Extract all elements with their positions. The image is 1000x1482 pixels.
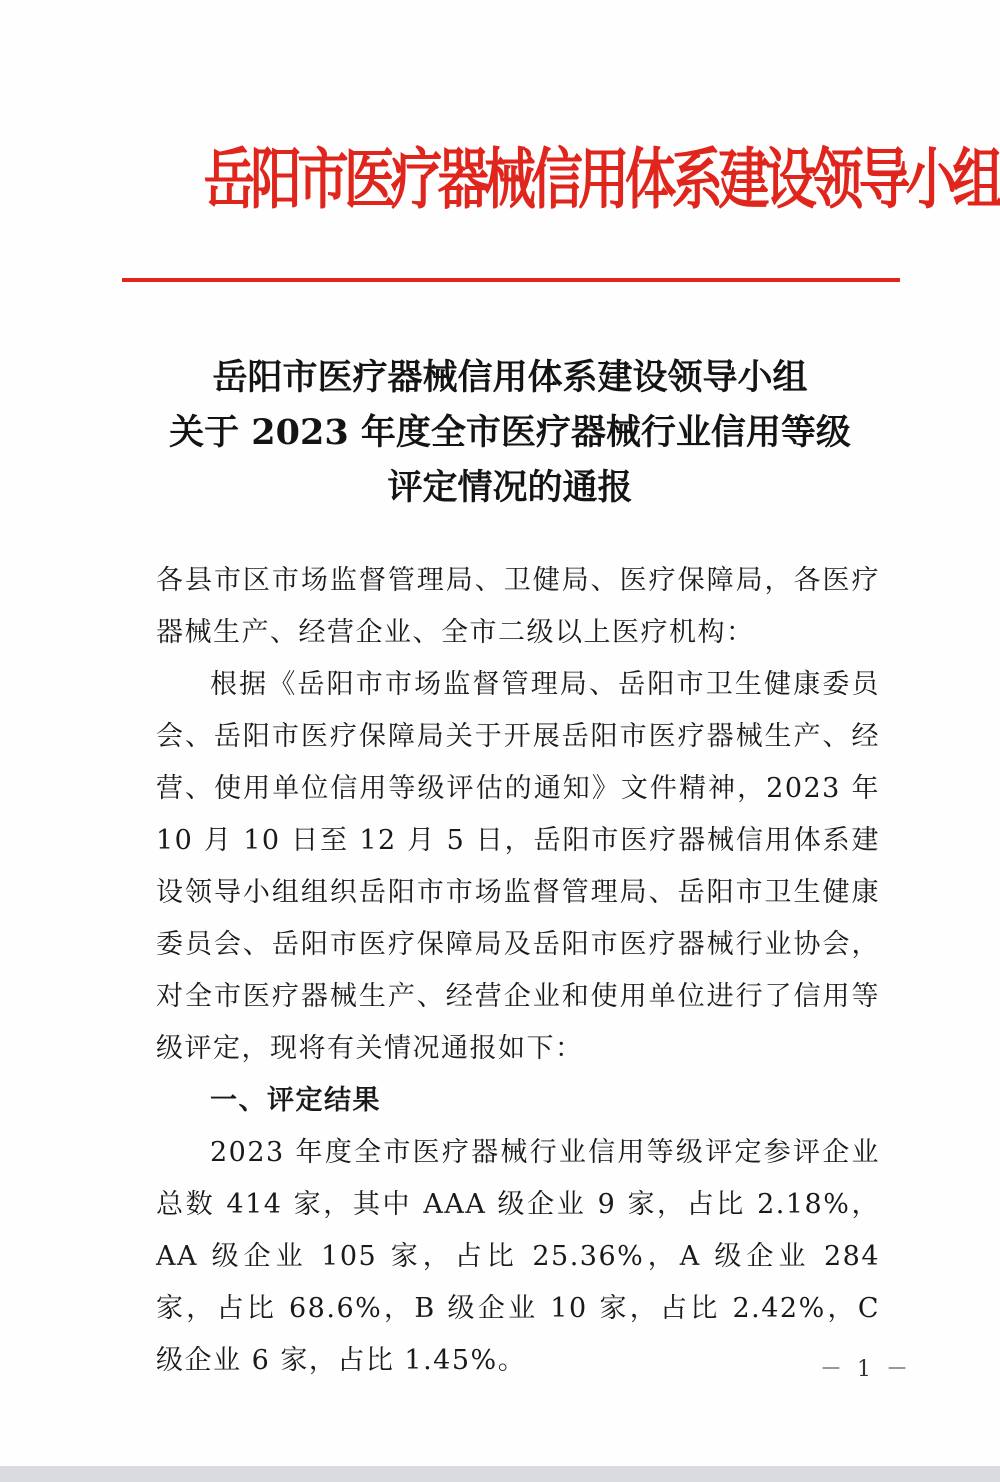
title-line-2: 关于 2023 年度全市医疗器械行业信用等级 <box>169 412 851 453</box>
letterhead-red-rule <box>122 278 900 282</box>
salutation: 各县市区市场监督管理局、卫健局、医疗保障局，各医疗器械生产、经营企业、全市二级以上医疗机构： <box>156 565 880 648</box>
page-number: － 1 － <box>820 1357 912 1382</box>
body-paragraph-1: 根据《岳阳市市场监督管理局、岳阳市卫生健康委员会、岳阳市医疗保障局关于开展岳阳市医疗器械生产、经营、使用单位信用等级评估的通知》文件精神，2023 年 10 月 10 日至 12 月 5 日，岳阳市医疗器械信用体系建设领导小组组织岳阳市市场监督管理局、岳阳市卫生健康委员会、岳阳市医疗保障局及岳阳市医疗器械行业协会，对全市医疗器械生产、经营企业和使用单位进行了信用等级评定，现将有关情况通报如下： <box>156 669 880 1064</box>
document-title <box>100 350 920 515</box>
section-heading-results: 一、评定结果 <box>210 1085 381 1116</box>
section-results-text: 2023 年度全市医疗器械行业信用等级评定参评企业总数 414 家，其中 AAA 级企业 9 家，占比 2.18%，AA 级企业 105 家，占比 25.36%，A 级企业 284 家，占比 68.6%，B 级企业 10 家，占比 2.42%，C 级企业 6 家，占比 1.45%。 <box>156 1137 880 1376</box>
title-line-3: 评定情况的通报 <box>387 467 633 508</box>
bottom-edge-strip <box>0 1466 1000 1482</box>
title-line-1: 岳阳市医疗器械信用体系建设领导小组 <box>212 357 808 398</box>
document-body <box>156 555 880 1387</box>
letterhead-org-name: 岳阳市医疗器械信用体系建设领导小组 <box>203 141 1000 218</box>
